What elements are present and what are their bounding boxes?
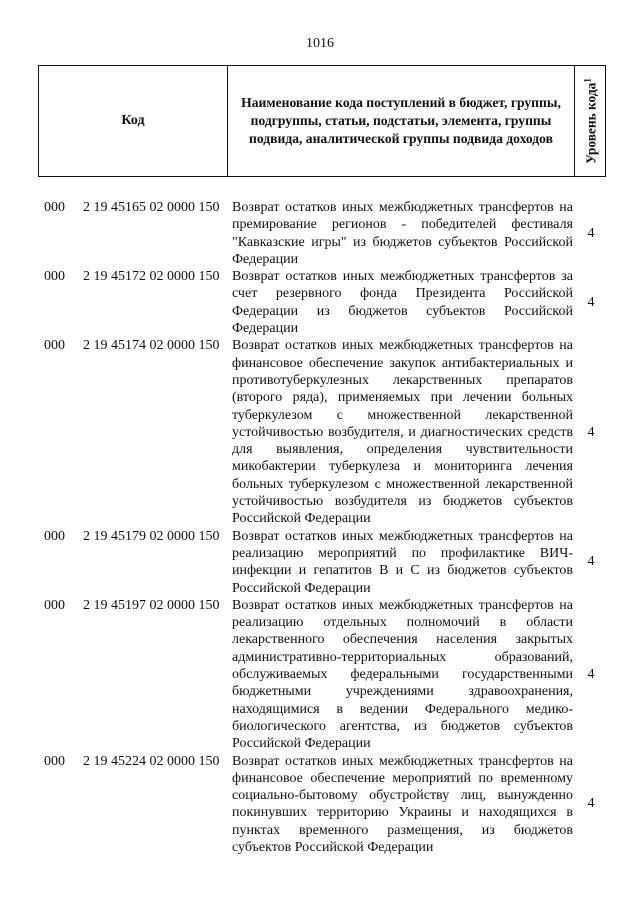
row-admin-code: 000 (44, 753, 65, 769)
row-description: Возврат остатков иных межбюджетных трансфертов на реализацию мероприятий по профилактике ВИЧ-инфекции и гепатитов B и C из бюджетов субъектов Российской Федерации (232, 528, 573, 596)
row-admin-code: 000 (44, 528, 65, 544)
row-revenue-code: 2 19 45165 02 0000 150 (83, 200, 220, 215)
row-admin-code: 000 (44, 200, 65, 215)
row-description: Возврат остатков иных межбюджетных трансфертов на финансовое обеспечение закупок антибактериальных и противотуберкулезных лекарственных препаратов (второго ряда), применяемых при лечении больных туберкулезом с множественной лекарственной устойчивостью возбудителя, и диагностических средств для выявления, определения чувствительности микобактерии туберкулеза и мониторинга лечения больных туберкулезом с множественной лекарственной устойчивостью возбудителя из бюджетов субъектов Российской Федерации (232, 338, 573, 527)
table-row (0, 528, 640, 597)
table-body (0, 199, 640, 856)
row-admin-code: 000 (44, 269, 65, 285)
row-revenue-code: 2 19 45224 02 0000 150 (83, 753, 220, 769)
row-description: Возврат остатков иных межбюджетных трансфертов на финансовое обеспечение мероприятий по временному социально-бытовому обустройству лиц, вынужденно покинувших территорию Украины и находящихся в пунктах временного размещения, из бюджетов субъектов Российской Федерации (232, 753, 573, 855)
row-admin-code: 000 (44, 338, 65, 354)
table-header (38, 65, 606, 177)
header-code: Код (121, 113, 145, 128)
row-revenue-code: 2 19 45197 02 0000 150 (83, 597, 220, 613)
row-revenue-code: 2 19 45174 02 0000 150 (83, 338, 220, 354)
table-row (0, 199, 640, 268)
header-level-label (582, 78, 599, 164)
column-divider (227, 66, 228, 176)
row-level: 4 (587, 225, 595, 241)
table-row (0, 597, 640, 753)
row-level: 4 (587, 666, 595, 682)
row-level: 4 (587, 796, 595, 812)
table-row (0, 268, 640, 337)
row-description: Возврат остатков иных межбюджетных трансфертов на реализацию отдельных полномочий в области лекарственного обеспечения населения закрытых административно-территориальных образований, обслуживаемых федеральными государственными бюджетными учреждениями здравоохранения, находящимися в ведении Федерального медико-биологического агентства, из бюджетов субъектов Российской Федерации (232, 597, 573, 752)
row-revenue-code: 2 19 45172 02 0000 150 (83, 269, 220, 285)
header-name: Наименование кода поступлений в бюджет, группы, подгруппы, статьи, подстатьи, элемента, группы подвида, аналитической группы подвида доходов (241, 95, 561, 146)
row-description: Возврат остатков иных межбюджетных трансфертов за счет резервного фонда Президента Российской Федерации из бюджетов субъектов Российской Федерации (232, 269, 573, 337)
row-admin-code: 000 (44, 597, 65, 613)
table-row (0, 753, 640, 857)
row-revenue-code: 2 19 45179 02 0000 150 (83, 528, 220, 544)
row-level: 4 (587, 554, 595, 570)
row-level: 4 (587, 294, 595, 310)
row-description: Возврат остатков иных межбюджетных трансфертов на премирование регионов - победителей фестиваля "Кавказские игры" из бюджетов субъектов Российской Федерации (232, 200, 573, 267)
header-level (575, 66, 606, 176)
row-level: 4 (587, 424, 595, 440)
table-row (0, 337, 640, 527)
page-number: 1016 (306, 36, 334, 51)
header-level-text: Уровень кода (583, 82, 599, 164)
header-level-footnote: 1 (581, 78, 592, 83)
